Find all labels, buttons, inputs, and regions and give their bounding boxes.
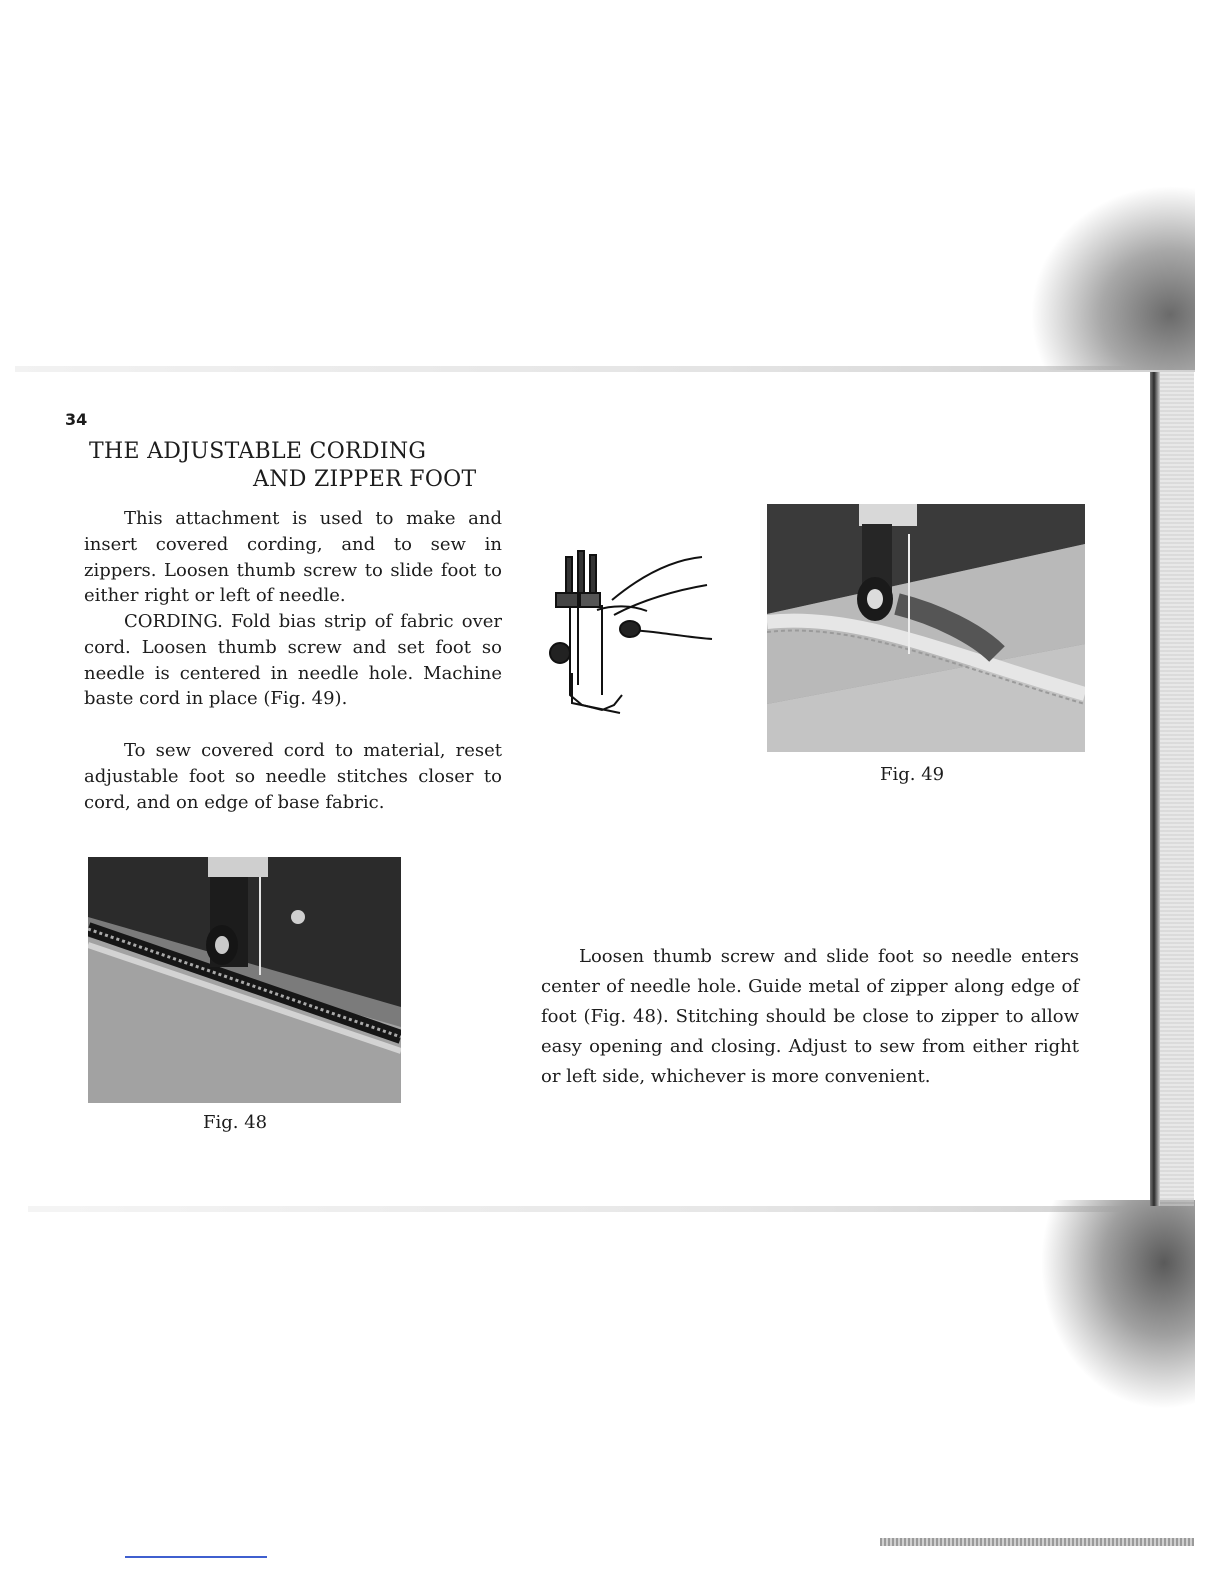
fig48-photo [88,857,401,1103]
page-curl-shadow-top [1030,185,1195,370]
scan-edge-bottom [28,1206,1194,1212]
section-title-line1: THE ADJUSTABLE CORDING [89,439,427,464]
fig49-caption: Fig. 49 [880,764,945,785]
page-curl-shadow-bottom [1040,1200,1195,1410]
book-spine [1150,372,1160,1206]
fig49-photo [767,504,1085,752]
fig49-photo-art [767,504,1085,752]
cording-foot-drawing [542,545,714,723]
intro-text: This attachment is used to make and insert covered cording, and to sew in zippers. Loosen thumb screw to slide foot to either right or left of needle. [84,508,502,607]
cording-paragraph [84,609,502,712]
scan-bottom-strip [880,1538,1194,1546]
page-stack-edge [1160,372,1194,1206]
fig48-caption: Fig. 48 [203,1112,268,1133]
fig48-photo-art [88,857,401,1103]
scan-edge-top [15,366,1195,372]
sew-cord-text: To sew covered cord to material, reset adjustable foot so needle stitches closer to cord, and on edge of base fabric. [84,740,502,813]
intro-paragraph [84,506,502,609]
page-number: 34 [65,410,88,429]
zipper-paragraph: Loosen thumb screw and slide foot so needle enters center of needle hole. Guide metal of zipper along edge of foot (Fig. 48). Stitching should be close to zipper to allow easy opening and closing. Adjust to sew from either right or left side, whichever is more convenient. [541,946,1079,1087]
sew-cord-paragraph [84,738,502,815]
scan-blue-line [125,1556,267,1558]
section-title-line2: AND ZIPPER FOOT [253,467,477,492]
cording-text: CORDING. Fold bias strip of fabric over cord. Loosen thumb screw and set foot so needle is centered in needle hole. Machine baste cord in place (Fig. 49). [84,611,502,710]
